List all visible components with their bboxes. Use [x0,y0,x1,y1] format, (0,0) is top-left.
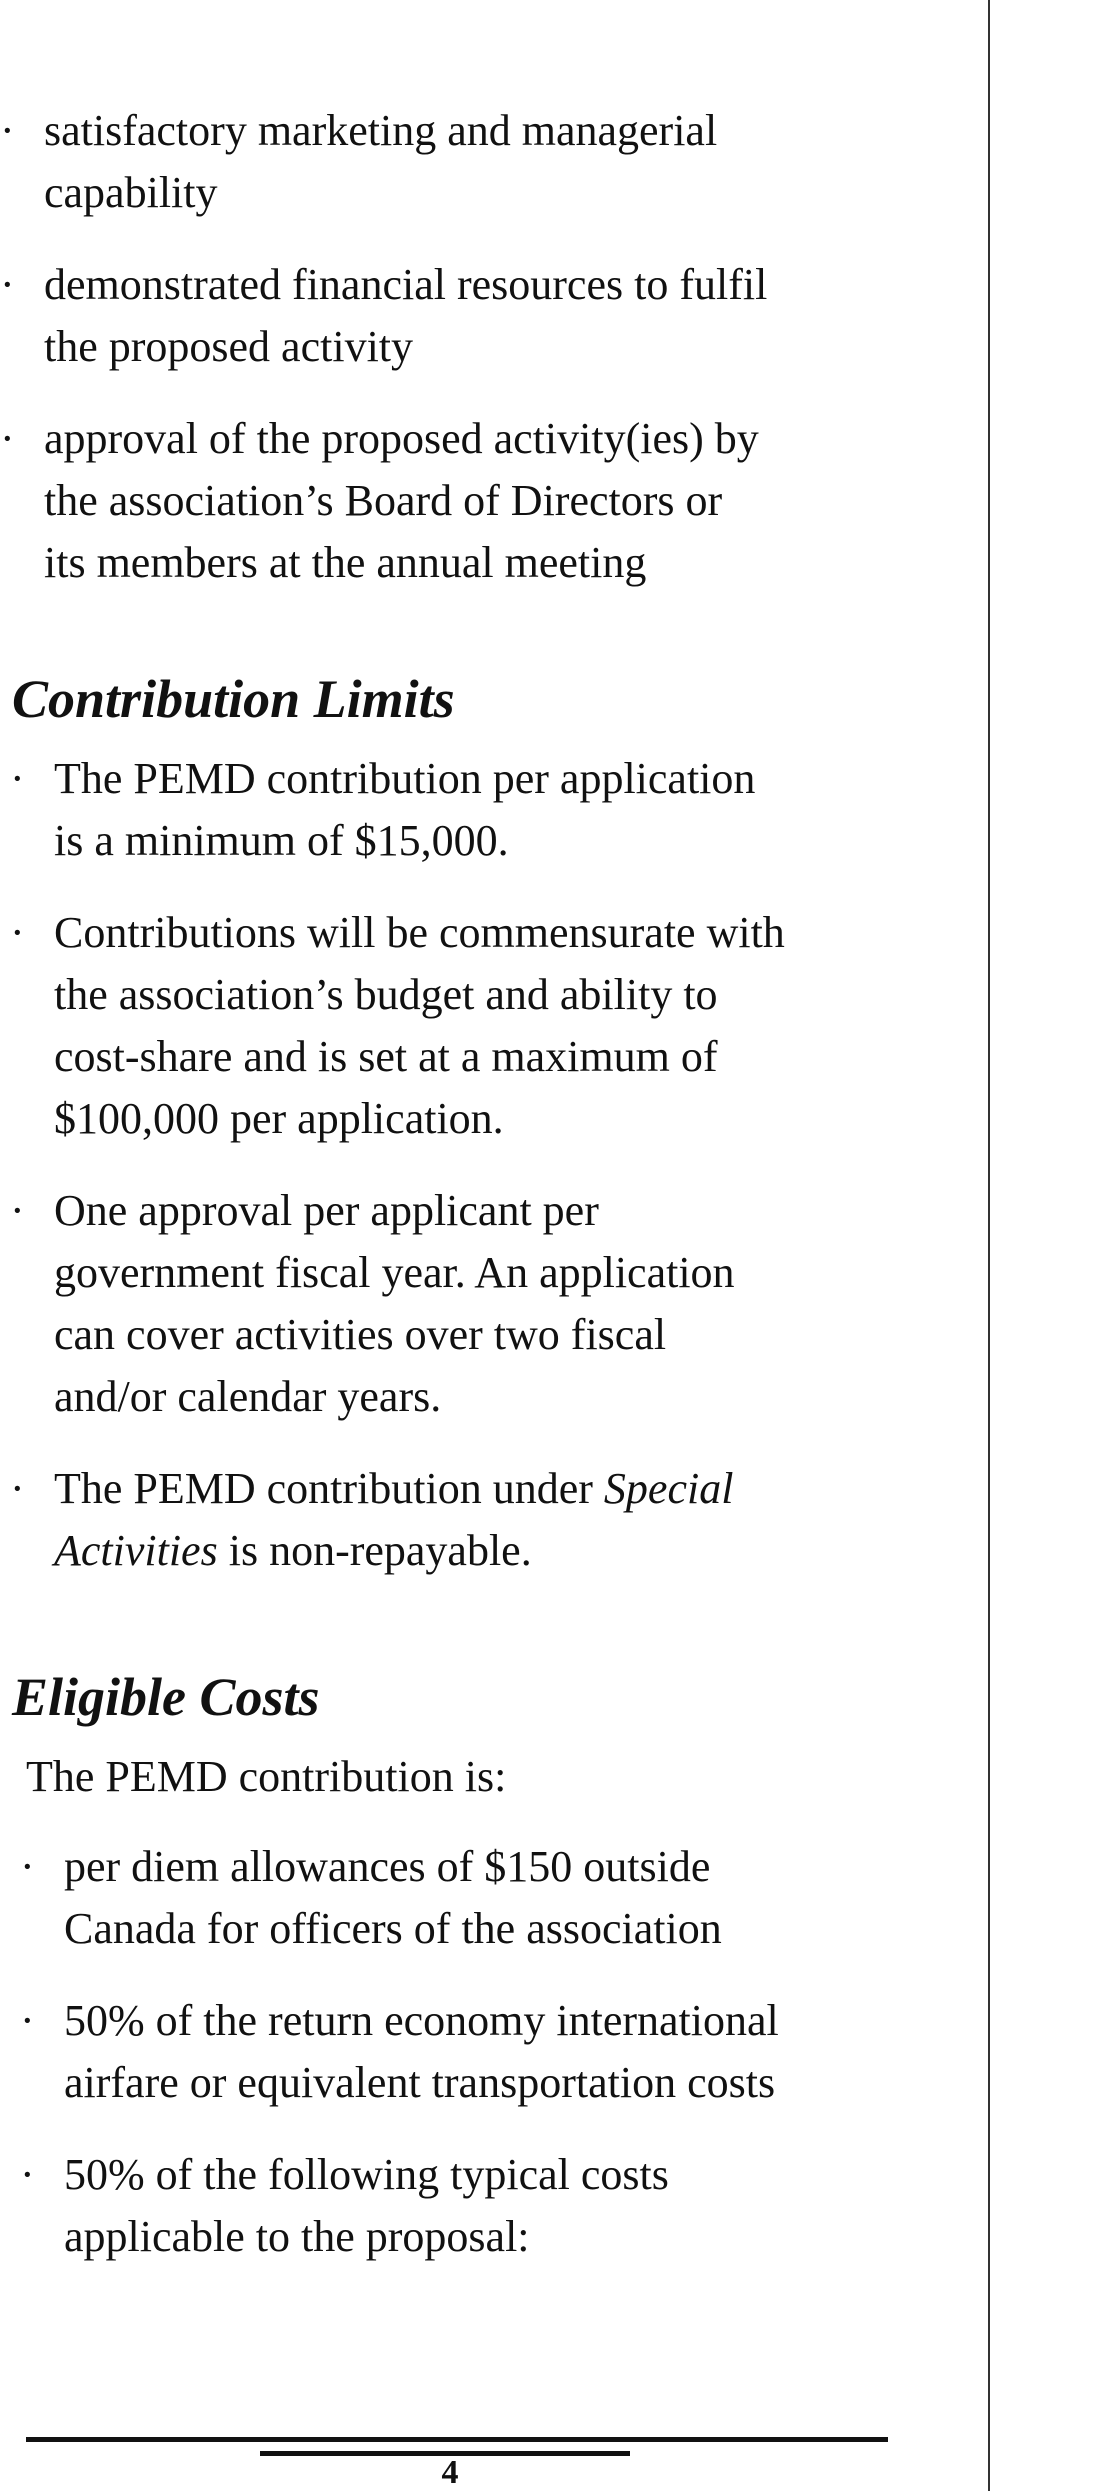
list-item-line: can cover activities over two fiscal [54,1310,667,1359]
bullet-marker: · [10,1464,25,1513]
list-item-line: 50% of the following typical costs [64,2150,669,2199]
bullet-marker: · [20,2150,35,2199]
list-item-line: One approval per applicant per [54,1186,599,1235]
list-item-line: its members at the annual meeting [44,538,647,587]
bullet-marker: · [0,106,15,155]
list-item [0,1458,900,1582]
list-item-line: and/or calendar years. [54,1372,442,1421]
bullet-marker: · [20,1996,35,2045]
list-item-line: $100,000 per application. [54,1094,504,1143]
bullet-marker: · [10,908,25,957]
eligible-costs-list [0,1836,900,2268]
list-item-line: per diem allowances of $150 outside [64,1842,711,1891]
list-item-line: capability [44,168,218,217]
line-text: is non-repayable. [217,1526,532,1575]
list-item [0,748,900,872]
list-item [0,1990,900,2114]
list-item-line: cost-share and is set at a maximum of [54,1032,718,1081]
list-item-line [54,1458,900,1520]
section-heading-contribution-limits: Contribution Limits [12,669,455,729]
list-item-line: Canada for officers of the association [64,1904,722,1953]
list-item-line: the association’s Board of Directors or [44,476,723,525]
page-number: 4 [441,2454,459,2491]
bullet-marker: · [10,1186,25,1235]
eligible-costs-intro: The PEMD contribution is: [26,1752,507,1801]
list-item-line: airfare or equivalent transportation costs [64,2058,776,2107]
list-item-line: satisfactory marketing and managerial [44,106,718,155]
footer-rule-long [26,2437,888,2442]
margin-rule [988,0,990,2491]
list-item [0,2144,900,2268]
list-item [0,100,900,224]
list-item-line: the proposed activity [44,322,414,371]
list-item-line [54,1520,900,1582]
emphasis-text: Activities [54,1526,218,1575]
list-item [0,1836,900,1960]
requirements-list [0,100,900,594]
list-item [0,1180,900,1428]
page-content [0,100,900,2298]
list-item-line: demonstrated financial resources to fulfil [44,260,768,309]
list-item-line: government fiscal year. An application [54,1248,735,1297]
list-item-line: 50% of the return economy international [64,1996,779,2045]
line-text: The PEMD contribution under [54,1464,604,1513]
list-item-line: is a minimum of $15,000. [54,816,509,865]
list-item [0,408,900,594]
list-item-line: applicable to the proposal: [64,2212,530,2261]
list-item [0,254,900,378]
bullet-marker: · [0,414,15,463]
list-item-line: the association’s budget and ability to [54,970,718,1019]
emphasis-text: Special [603,1464,734,1513]
list-item [0,902,900,1150]
list-item-line: approval of the proposed activity(ies) by [44,414,759,463]
bullet-marker: · [0,260,15,309]
contribution-limits-list [0,748,900,1582]
section-heading-eligible-costs: Eligible Costs [12,1667,320,1727]
bullet-marker: · [20,1842,35,1891]
bullet-marker: · [10,754,25,803]
list-item-line: Contributions will be commensurate with [54,908,785,957]
list-item-line: The PEMD contribution per application [54,754,756,803]
